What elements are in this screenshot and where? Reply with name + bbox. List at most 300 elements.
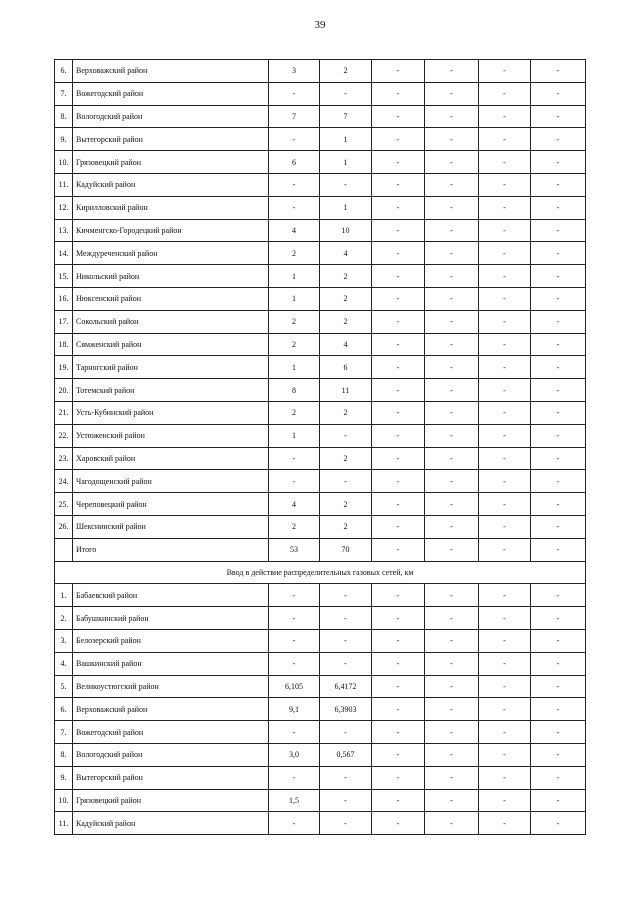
value-cell: - (372, 789, 425, 812)
value-cell: 7 (320, 105, 372, 128)
value-cell: - (372, 652, 425, 675)
value-cell: - (372, 743, 425, 766)
value-cell: - (479, 82, 531, 105)
value-cell: 1 (320, 151, 372, 174)
value-cell: - (425, 652, 479, 675)
value-cell: - (479, 219, 531, 242)
table-row (55, 219, 586, 242)
value-cell: - (425, 60, 479, 83)
value-cell: - (372, 698, 425, 721)
value-cell: - (531, 538, 586, 561)
district-name: Устюженский район (73, 424, 269, 447)
section-title: Ввод в действие распределительных газовых сетей, км (55, 561, 586, 584)
value-cell: - (372, 812, 425, 835)
row-number: 8. (55, 743, 73, 766)
table-row (55, 82, 586, 105)
value-cell: - (531, 60, 586, 83)
value-cell: - (479, 607, 531, 630)
table-row (55, 515, 586, 538)
value-cell: - (531, 470, 586, 493)
district-name: Кирилловский район (73, 196, 269, 219)
value-cell: - (320, 584, 372, 607)
value-cell: - (479, 447, 531, 470)
value-cell: 2 (320, 60, 372, 83)
row-number: 6. (55, 698, 73, 721)
row-number: 18. (55, 333, 73, 356)
table-row (55, 173, 586, 196)
value-cell: 53 (269, 538, 320, 561)
table-row (55, 812, 586, 835)
value-cell: 4 (269, 493, 320, 516)
row-number: 11. (55, 812, 73, 835)
value-cell: 6,4172 (320, 675, 372, 698)
value-cell: 6 (320, 356, 372, 379)
row-number (55, 538, 73, 561)
value-cell: - (531, 515, 586, 538)
value-cell: - (425, 265, 479, 288)
row-number: 9. (55, 128, 73, 151)
value-cell: 2 (269, 242, 320, 265)
value-cell: - (479, 196, 531, 219)
value-cell: - (425, 743, 479, 766)
value-cell: - (320, 424, 372, 447)
row-number: 20. (55, 379, 73, 402)
value-cell: - (320, 652, 372, 675)
value-cell: 6,3903 (320, 698, 372, 721)
value-cell: - (269, 584, 320, 607)
district-name: Белозерский район (73, 629, 269, 652)
value-cell: - (372, 766, 425, 789)
value-cell: - (372, 105, 425, 128)
value-cell: - (269, 607, 320, 630)
row-number: 25. (55, 493, 73, 516)
value-cell: - (425, 379, 479, 402)
value-cell: - (479, 698, 531, 721)
value-cell: - (479, 60, 531, 83)
value-cell: - (531, 151, 586, 174)
page-number: 39 (314, 19, 326, 31)
value-cell: - (425, 287, 479, 310)
value-cell: 2 (320, 287, 372, 310)
value-cell: 10 (320, 219, 372, 242)
row-number: 21. (55, 401, 73, 424)
value-cell: - (425, 310, 479, 333)
value-cell: 9,1 (269, 698, 320, 721)
value-cell: - (531, 766, 586, 789)
district-name: Тотемский район (73, 379, 269, 402)
row-number: 10. (55, 789, 73, 812)
value-cell: - (479, 812, 531, 835)
value-cell: - (425, 675, 479, 698)
table-row (55, 287, 586, 310)
district-name: Бабаевский район (73, 584, 269, 607)
statistics-table (54, 59, 586, 835)
value-cell: - (425, 721, 479, 744)
value-cell: - (531, 401, 586, 424)
value-cell: - (531, 584, 586, 607)
value-cell: - (372, 82, 425, 105)
value-cell: - (372, 196, 425, 219)
value-cell: - (531, 356, 586, 379)
value-cell: - (531, 789, 586, 812)
value-cell: - (479, 310, 531, 333)
value-cell: - (372, 721, 425, 744)
value-cell: 2 (269, 515, 320, 538)
value-cell: - (425, 128, 479, 151)
value-cell: 7 (269, 105, 320, 128)
value-cell: - (479, 743, 531, 766)
value-cell: 1 (320, 128, 372, 151)
table-row (55, 698, 586, 721)
value-cell: - (479, 629, 531, 652)
value-cell: - (479, 470, 531, 493)
value-cell: - (479, 401, 531, 424)
value-cell: - (425, 607, 479, 630)
value-cell: 4 (269, 219, 320, 242)
value-cell: - (372, 173, 425, 196)
value-cell: - (479, 333, 531, 356)
value-cell: - (425, 812, 479, 835)
value-cell: - (269, 652, 320, 675)
value-cell: - (372, 356, 425, 379)
value-cell: - (531, 493, 586, 516)
district-name: Кадуйский район (73, 173, 269, 196)
value-cell: 1 (269, 424, 320, 447)
value-cell: - (372, 287, 425, 310)
value-cell: - (425, 401, 479, 424)
district-name: Вытегорский район (73, 766, 269, 789)
district-name: Итого (73, 538, 269, 561)
value-cell: - (269, 82, 320, 105)
value-cell: - (531, 128, 586, 151)
value-cell: - (425, 356, 479, 379)
value-cell: - (425, 151, 479, 174)
table-row (55, 265, 586, 288)
value-cell: - (479, 424, 531, 447)
value-cell: - (372, 310, 425, 333)
value-cell: - (372, 629, 425, 652)
row-number: 17. (55, 310, 73, 333)
row-number: 19. (55, 356, 73, 379)
value-cell: - (269, 629, 320, 652)
value-cell: - (269, 812, 320, 835)
district-name: Кичменгско-Городецкий район (73, 219, 269, 242)
table-row (55, 242, 586, 265)
value-cell: - (531, 310, 586, 333)
district-name: Нюксенский район (73, 287, 269, 310)
value-cell: - (372, 675, 425, 698)
value-cell: 1 (320, 196, 372, 219)
value-cell: - (372, 242, 425, 265)
value-cell: - (425, 766, 479, 789)
table-row (55, 447, 586, 470)
value-cell: - (425, 789, 479, 812)
value-cell: - (531, 287, 586, 310)
value-cell: 2 (320, 447, 372, 470)
value-cell: - (479, 675, 531, 698)
table-row (55, 607, 586, 630)
table-row (55, 629, 586, 652)
value-cell: - (425, 333, 479, 356)
district-name: Вологодский район (73, 105, 269, 128)
value-cell: - (425, 515, 479, 538)
table-row (55, 196, 586, 219)
row-number: 13. (55, 219, 73, 242)
value-cell: - (372, 538, 425, 561)
row-number: 26. (55, 515, 73, 538)
table-row (55, 128, 586, 151)
value-cell: 2 (320, 265, 372, 288)
value-cell: - (479, 538, 531, 561)
value-cell: - (531, 607, 586, 630)
table-row (55, 333, 586, 356)
value-cell: - (320, 812, 372, 835)
value-cell: - (531, 219, 586, 242)
value-cell: - (372, 470, 425, 493)
value-cell: - (531, 721, 586, 744)
value-cell: - (479, 493, 531, 516)
row-number: 22. (55, 424, 73, 447)
value-cell: 11 (320, 379, 372, 402)
value-cell: - (425, 105, 479, 128)
district-name: Тарногский район (73, 356, 269, 379)
value-cell: - (479, 652, 531, 675)
value-cell: 2 (269, 333, 320, 356)
value-cell: 4 (320, 333, 372, 356)
value-cell: - (425, 698, 479, 721)
value-cell: - (531, 105, 586, 128)
row-number: 8. (55, 105, 73, 128)
table-row (55, 538, 586, 561)
value-cell: 0,567 (320, 743, 372, 766)
value-cell: 2 (269, 310, 320, 333)
value-cell: 2 (269, 401, 320, 424)
value-cell: - (479, 128, 531, 151)
district-name: Вологодский район (73, 743, 269, 766)
value-cell: - (531, 424, 586, 447)
value-cell: - (425, 538, 479, 561)
district-name: Череповецкий район (73, 493, 269, 516)
district-name: Вожегодский район (73, 82, 269, 105)
value-cell: - (531, 675, 586, 698)
table-row (55, 105, 586, 128)
district-name: Бабушкинский район (73, 607, 269, 630)
row-number: 10. (55, 151, 73, 174)
value-cell: - (372, 128, 425, 151)
value-cell: - (425, 447, 479, 470)
value-cell: - (372, 151, 425, 174)
row-number: 6. (55, 60, 73, 83)
value-cell: 8 (269, 379, 320, 402)
row-number: 15. (55, 265, 73, 288)
value-cell: - (269, 447, 320, 470)
value-cell: 1,5 (269, 789, 320, 812)
table-row (55, 379, 586, 402)
district-name: Вытегорский район (73, 128, 269, 151)
value-cell: 2 (320, 310, 372, 333)
value-cell: - (479, 287, 531, 310)
value-cell: - (531, 196, 586, 219)
value-cell: 1 (269, 287, 320, 310)
value-cell: - (531, 812, 586, 835)
row-number: 14. (55, 242, 73, 265)
row-number: 12. (55, 196, 73, 219)
value-cell: - (479, 515, 531, 538)
row-number: 7. (55, 721, 73, 744)
value-cell: 2 (320, 401, 372, 424)
value-cell: - (372, 515, 425, 538)
row-number: 4. (55, 652, 73, 675)
value-cell: - (479, 265, 531, 288)
value-cell: - (425, 629, 479, 652)
row-number: 5. (55, 675, 73, 698)
value-cell: - (372, 401, 425, 424)
value-cell: 2 (320, 515, 372, 538)
value-cell: - (372, 265, 425, 288)
district-name: Кадуйский район (73, 812, 269, 835)
value-cell: - (425, 584, 479, 607)
district-name: Сямженский район (73, 333, 269, 356)
value-cell: - (269, 173, 320, 196)
table-row (55, 652, 586, 675)
value-cell: 70 (320, 538, 372, 561)
value-cell: - (531, 652, 586, 675)
table-row (55, 584, 586, 607)
table-row (55, 470, 586, 493)
value-cell: 1 (269, 356, 320, 379)
table-row (55, 151, 586, 174)
value-cell: - (320, 721, 372, 744)
value-cell: - (531, 82, 586, 105)
district-name: Великоустюгский район (73, 675, 269, 698)
value-cell: - (425, 173, 479, 196)
value-cell: - (372, 447, 425, 470)
value-cell: - (320, 789, 372, 812)
value-cell: - (425, 219, 479, 242)
value-cell: - (531, 447, 586, 470)
value-cell: - (531, 333, 586, 356)
district-name: Харовский район (73, 447, 269, 470)
value-cell: - (320, 607, 372, 630)
row-number: 7. (55, 82, 73, 105)
value-cell: - (320, 82, 372, 105)
value-cell: - (425, 493, 479, 516)
value-cell: 6,105 (269, 675, 320, 698)
row-number: 3. (55, 629, 73, 652)
district-name: Верховажский район (73, 698, 269, 721)
value-cell: - (372, 60, 425, 83)
row-number: 2. (55, 607, 73, 630)
district-name: Вожегодский район (73, 721, 269, 744)
value-cell: - (372, 333, 425, 356)
value-cell: - (479, 789, 531, 812)
table-row (55, 356, 586, 379)
district-name: Вашкинский район (73, 652, 269, 675)
value-cell: 1 (269, 265, 320, 288)
value-cell: - (372, 607, 425, 630)
district-name: Сокольский район (73, 310, 269, 333)
value-cell: - (479, 242, 531, 265)
value-cell: - (531, 379, 586, 402)
table-row (55, 675, 586, 698)
value-cell: - (531, 265, 586, 288)
district-name: Никольский район (73, 265, 269, 288)
value-cell: - (320, 766, 372, 789)
value-cell: 3 (269, 60, 320, 83)
value-cell: - (269, 128, 320, 151)
value-cell: - (425, 82, 479, 105)
district-name: Шекснинский район (73, 515, 269, 538)
value-cell: - (479, 379, 531, 402)
value-cell: - (425, 470, 479, 493)
value-cell: - (479, 356, 531, 379)
value-cell: - (372, 424, 425, 447)
value-cell: - (479, 173, 531, 196)
district-name: Грязовецкий район (73, 789, 269, 812)
value-cell: - (320, 470, 372, 493)
value-cell: 4 (320, 242, 372, 265)
district-name: Междуреченский район (73, 242, 269, 265)
district-name: Грязовецкий район (73, 151, 269, 174)
value-cell: - (372, 584, 425, 607)
district-name: Верховажский район (73, 60, 269, 83)
value-cell: - (425, 424, 479, 447)
value-cell: - (372, 219, 425, 242)
value-cell: - (425, 196, 479, 219)
row-number: 11. (55, 173, 73, 196)
row-number: 9. (55, 766, 73, 789)
value-cell: - (269, 470, 320, 493)
table-row (55, 766, 586, 789)
value-cell: - (479, 584, 531, 607)
row-number: 23. (55, 447, 73, 470)
value-cell: - (479, 151, 531, 174)
district-name: Чагодощенский район (73, 470, 269, 493)
value-cell: - (479, 105, 531, 128)
table-row (55, 721, 586, 744)
value-cell: - (531, 242, 586, 265)
table-row (55, 493, 586, 516)
value-cell: 2 (320, 493, 372, 516)
value-cell: 6 (269, 151, 320, 174)
table-row (55, 60, 586, 83)
value-cell: - (479, 721, 531, 744)
row-number: 16. (55, 287, 73, 310)
value-cell: - (531, 698, 586, 721)
table-row (55, 424, 586, 447)
row-number: 24. (55, 470, 73, 493)
value-cell: - (372, 379, 425, 402)
value-cell: - (269, 721, 320, 744)
value-cell: - (320, 629, 372, 652)
value-cell: - (531, 629, 586, 652)
value-cell: - (372, 493, 425, 516)
table-row (55, 310, 586, 333)
district-name: Усть-Кубинский район (73, 401, 269, 424)
value-cell: - (479, 766, 531, 789)
row-number: 1. (55, 584, 73, 607)
value-cell: - (269, 196, 320, 219)
value-cell: - (425, 242, 479, 265)
section-header-row (55, 561, 586, 584)
value-cell: - (320, 173, 372, 196)
table-row (55, 789, 586, 812)
value-cell: - (269, 766, 320, 789)
value-cell: - (531, 743, 586, 766)
value-cell: 3,0 (269, 743, 320, 766)
table-row (55, 401, 586, 424)
table-row (55, 743, 586, 766)
